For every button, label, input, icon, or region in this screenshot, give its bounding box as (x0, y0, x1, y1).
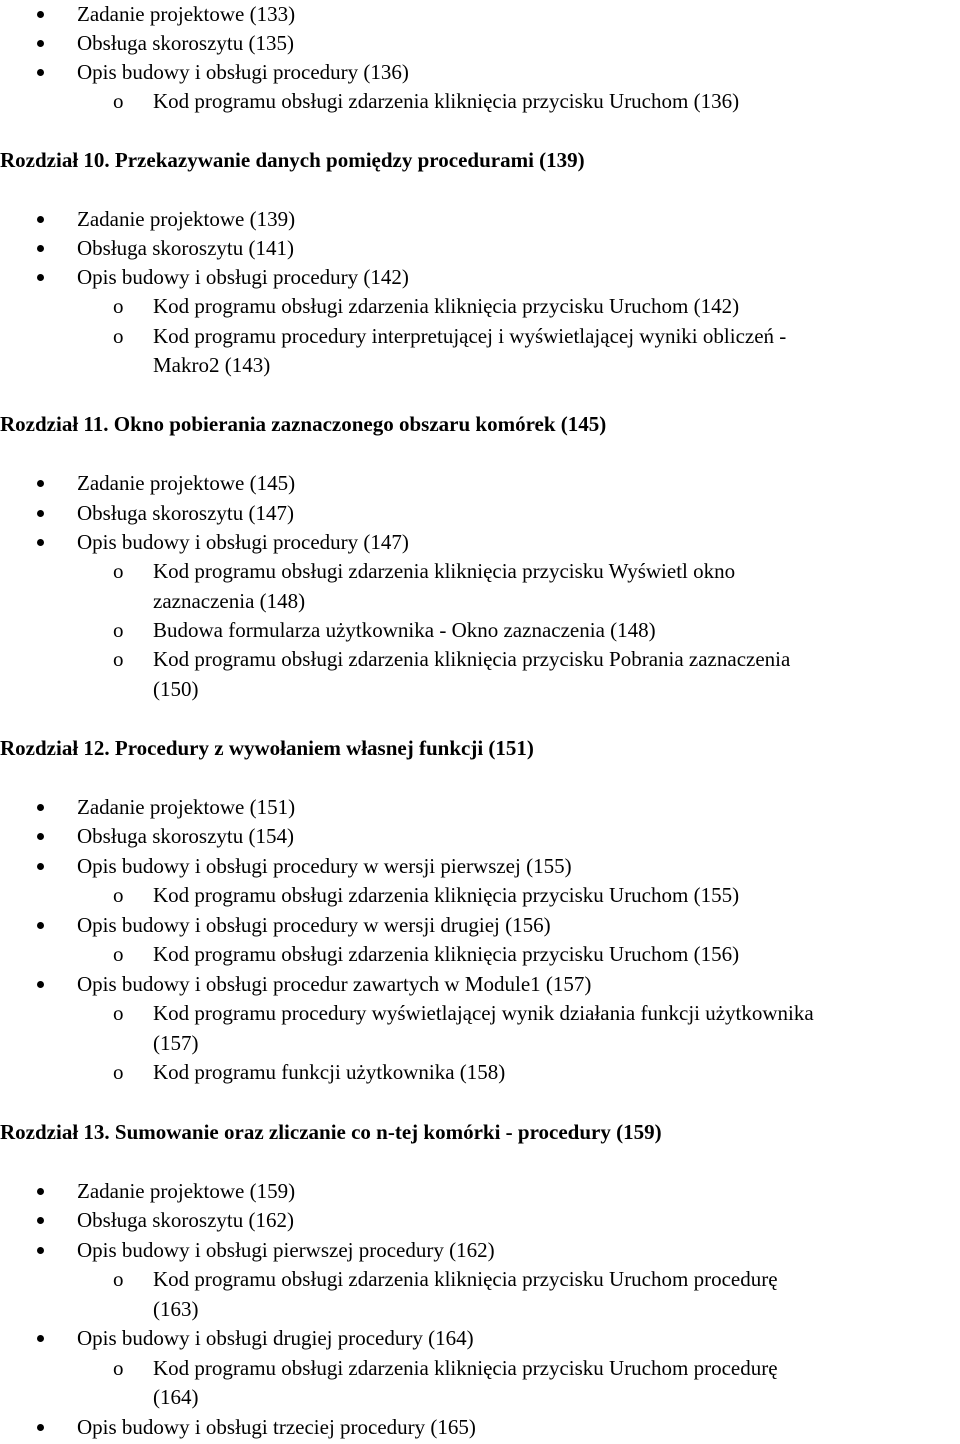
list-item-text: Opis budowy i obsługi drugiej procedury (164) (77, 1326, 474, 1350)
bullet-dot-icon (37, 1335, 44, 1342)
sub-bullet-marker: o (113, 1356, 124, 1380)
sub-list-item-text: Kod programu procedury interpretującej i wyświetlającej wyniki obliczeń - (153, 324, 787, 348)
list-item-text: Obsługa skoroszytu (147) (77, 501, 294, 525)
bullet-dot-icon (37, 216, 44, 223)
list-item-text: Obsługa skoroszytu (154) (77, 824, 294, 848)
sub-bullet-marker: o (113, 618, 124, 642)
list-item-text: Obsługa skoroszytu (162) (77, 1208, 294, 1232)
list-item-text: Zadanie projektowe (151) (77, 795, 296, 819)
chapter-title: Rozdział 11. Okno pobierania zaznaczonego obszaru komórek (145) (0, 412, 607, 436)
list-item-text: Opis budowy i obsługi procedury (147) (77, 530, 409, 554)
list-item-text: Opis budowy i obsługi procedury w wersji pierwszej (155) (77, 854, 572, 878)
list-item-text: Zadanie projektowe (133) (77, 2, 296, 26)
bullet-dot-icon (37, 922, 44, 929)
list-item-text: Opis budowy i obsługi trzeciej procedury (165) (77, 1415, 476, 1439)
bullet-dot-icon (37, 245, 44, 252)
bullet-dot-icon (37, 480, 44, 487)
list-item-text: Opis budowy i obsługi procedury (142) (77, 265, 409, 289)
chapter-title: Rozdział 13. Sumowanie oraz zliczanie co n-tej komórki - procedury (159) (0, 1120, 662, 1144)
chapter-title: Rozdział 10. Przekazywanie danych pomiędzy procedurami (139) (0, 148, 585, 172)
bullet-dot-icon (37, 1188, 44, 1195)
list-item-text: Zadanie projektowe (145) (77, 471, 296, 495)
bullet-dot-icon (37, 833, 44, 840)
sub-bullet-marker: o (113, 294, 124, 318)
bullet-dot-icon (37, 40, 44, 47)
bullet-dot-icon (37, 11, 44, 18)
sub-list-item-text: Kod programu obsługi zdarzenia kliknięcia przycisku Uruchom (136) (153, 89, 740, 113)
bullet-dot-icon (37, 274, 44, 281)
sub-bullet-marker: o (113, 559, 124, 583)
bullet-dot-icon (37, 804, 44, 811)
bullet-dot-icon (37, 1217, 44, 1224)
sub-list-item-text: Makro2 (143) (153, 353, 271, 377)
list-item-text: Obsługa skoroszytu (141) (77, 236, 294, 260)
sub-list-item-text: Kod programu obsługi zdarzenia kliknięcia przycisku Uruchom procedurę (153, 1267, 778, 1291)
bullet-dot-icon (37, 863, 44, 870)
list-item-text: Opis budowy i obsługi procedury w wersji drugiej (156) (77, 913, 551, 937)
sub-bullet-marker: o (113, 1060, 124, 1084)
sub-list-item-text: Kod programu obsługi zdarzenia kliknięcia przycisku Uruchom (155) (153, 883, 740, 907)
bullet-dot-icon (37, 510, 44, 517)
sub-list-item-text: (157) (153, 1031, 199, 1055)
sub-bullet-marker: o (113, 883, 124, 907)
chapter-title: Rozdział 12. Procedury z wywołaniem własnej funkcji (151) (0, 736, 534, 760)
sub-list-item-text: Budowa formularza użytkownika - Okno zaznaczenia (148) (153, 618, 656, 642)
bullet-dot-icon (37, 69, 44, 76)
sub-list-item-text: Kod programu obsługi zdarzenia kliknięcia przycisku Uruchom (156) (153, 942, 740, 966)
sub-list-item-text: Kod programu obsługi zdarzenia kliknięcia przycisku Uruchom (142) (153, 294, 740, 318)
sub-bullet-marker: o (113, 1001, 124, 1025)
sub-list-item-text: Kod programu funkcji użytkownika (158) (153, 1060, 506, 1084)
sub-bullet-marker: o (113, 1267, 124, 1291)
sub-list-item-text: (150) (153, 677, 199, 701)
list-item-text: Opis budowy i obsługi procedur zawartych w Module1 (157) (77, 972, 592, 996)
sub-bullet-marker: o (113, 89, 124, 113)
sub-list-item-text: (164) (153, 1385, 199, 1409)
sub-bullet-marker: o (113, 942, 124, 966)
list-item-text: Zadanie projektowe (139) (77, 207, 296, 231)
sub-list-item-text: Kod programu obsługi zdarzenia kliknięcia przycisku Uruchom procedurę (153, 1356, 778, 1380)
bullet-dot-icon (37, 1247, 44, 1254)
list-item-text: Zadanie projektowe (159) (77, 1179, 296, 1203)
list-item-text: Obsługa skoroszytu (135) (77, 31, 294, 55)
sub-list-item-text: Kod programu procedury wyświetlającej wynik działania funkcji użytkownika (153, 1001, 814, 1025)
bullet-dot-icon (37, 1424, 44, 1431)
sub-list-item-text: Kod programu obsługi zdarzenia kliknięcia przycisku Wyświetl okno (153, 559, 736, 583)
bullet-dot-icon (37, 981, 44, 988)
list-item-text: Opis budowy i obsługi pierwszej procedury (162) (77, 1238, 495, 1262)
bullet-dot-icon (37, 539, 44, 546)
sub-list-item-text: zaznaczenia (148) (153, 589, 306, 613)
sub-bullet-marker: o (113, 324, 124, 348)
sub-bullet-marker: o (113, 647, 124, 671)
list-item-text: Opis budowy i obsługi procedury (136) (77, 60, 409, 84)
sub-list-item-text: (163) (153, 1297, 199, 1321)
sub-list-item-text: Kod programu obsługi zdarzenia kliknięcia przycisku Pobrania zaznaczenia (153, 647, 791, 671)
